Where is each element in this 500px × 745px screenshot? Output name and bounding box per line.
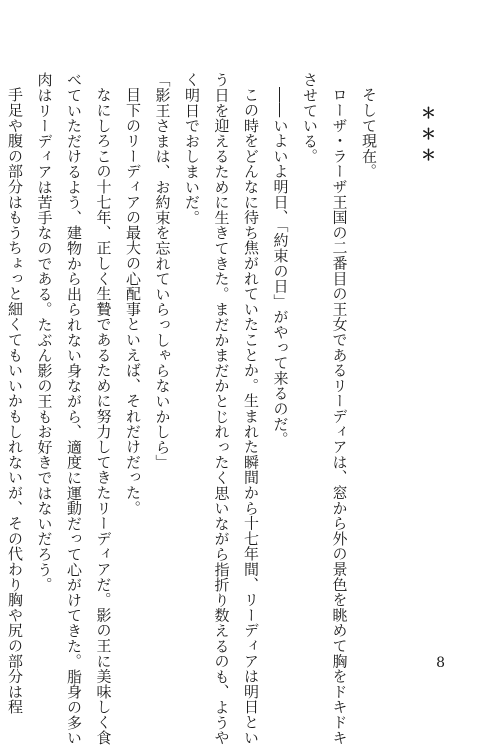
text-line: べていただけるよう、建物から出られない身ながら、適度に運動だって心がけてきた。脂身の多い — [65, 72, 83, 745]
text-line: させている。 — [301, 72, 319, 164]
text-line: ――いよいよ明日、「約束の日」がやって来るのだ。 — [271, 87, 290, 447]
text-line: 目下のリーディアの最大の心配事といえば、それだけだった。 — [124, 87, 142, 516]
text-line: この時をどんなに待ち焦がれていたことか。生まれた瞬間から十七年間、リーディアは明日とい — [242, 87, 260, 745]
text-line: そして現在。 — [360, 87, 378, 179]
scene-break: ＊＊＊ — [419, 105, 437, 168]
text-line: 肉はリーディアは苦手なのである。たぶん影の王もお好きではないだろう。 — [35, 72, 54, 593]
page-number: 8 — [436, 655, 445, 671]
text-line: く明日でおしまいだ。 — [183, 72, 201, 225]
text-line: う日を迎えるために生きてきた。まだかまだかとじれったく思いながら指折り数えるのも、ようや — [212, 72, 231, 745]
vertical-text-block — [6, 72, 442, 745]
text-line: ローザ・ラーザ王国の二番目の王女であるリーディアは、窓から外の景色を眺めて胸をドキドキ — [330, 87, 349, 745]
text-line: なにしろこの十七年、正しく生贄であるために努力してきたリーディアだ。影の王に美味しく食 — [94, 87, 113, 745]
text-line: 手足や腹の部分はもうちょっと細くてもいいかもしれないが、その代わり胸や尻の部分は程 — [6, 87, 24, 715]
text-line: 「影王さまは、お約束を忘れていらっしゃらないかしら」 — [153, 72, 172, 470]
blank-line — [383, 72, 413, 632]
